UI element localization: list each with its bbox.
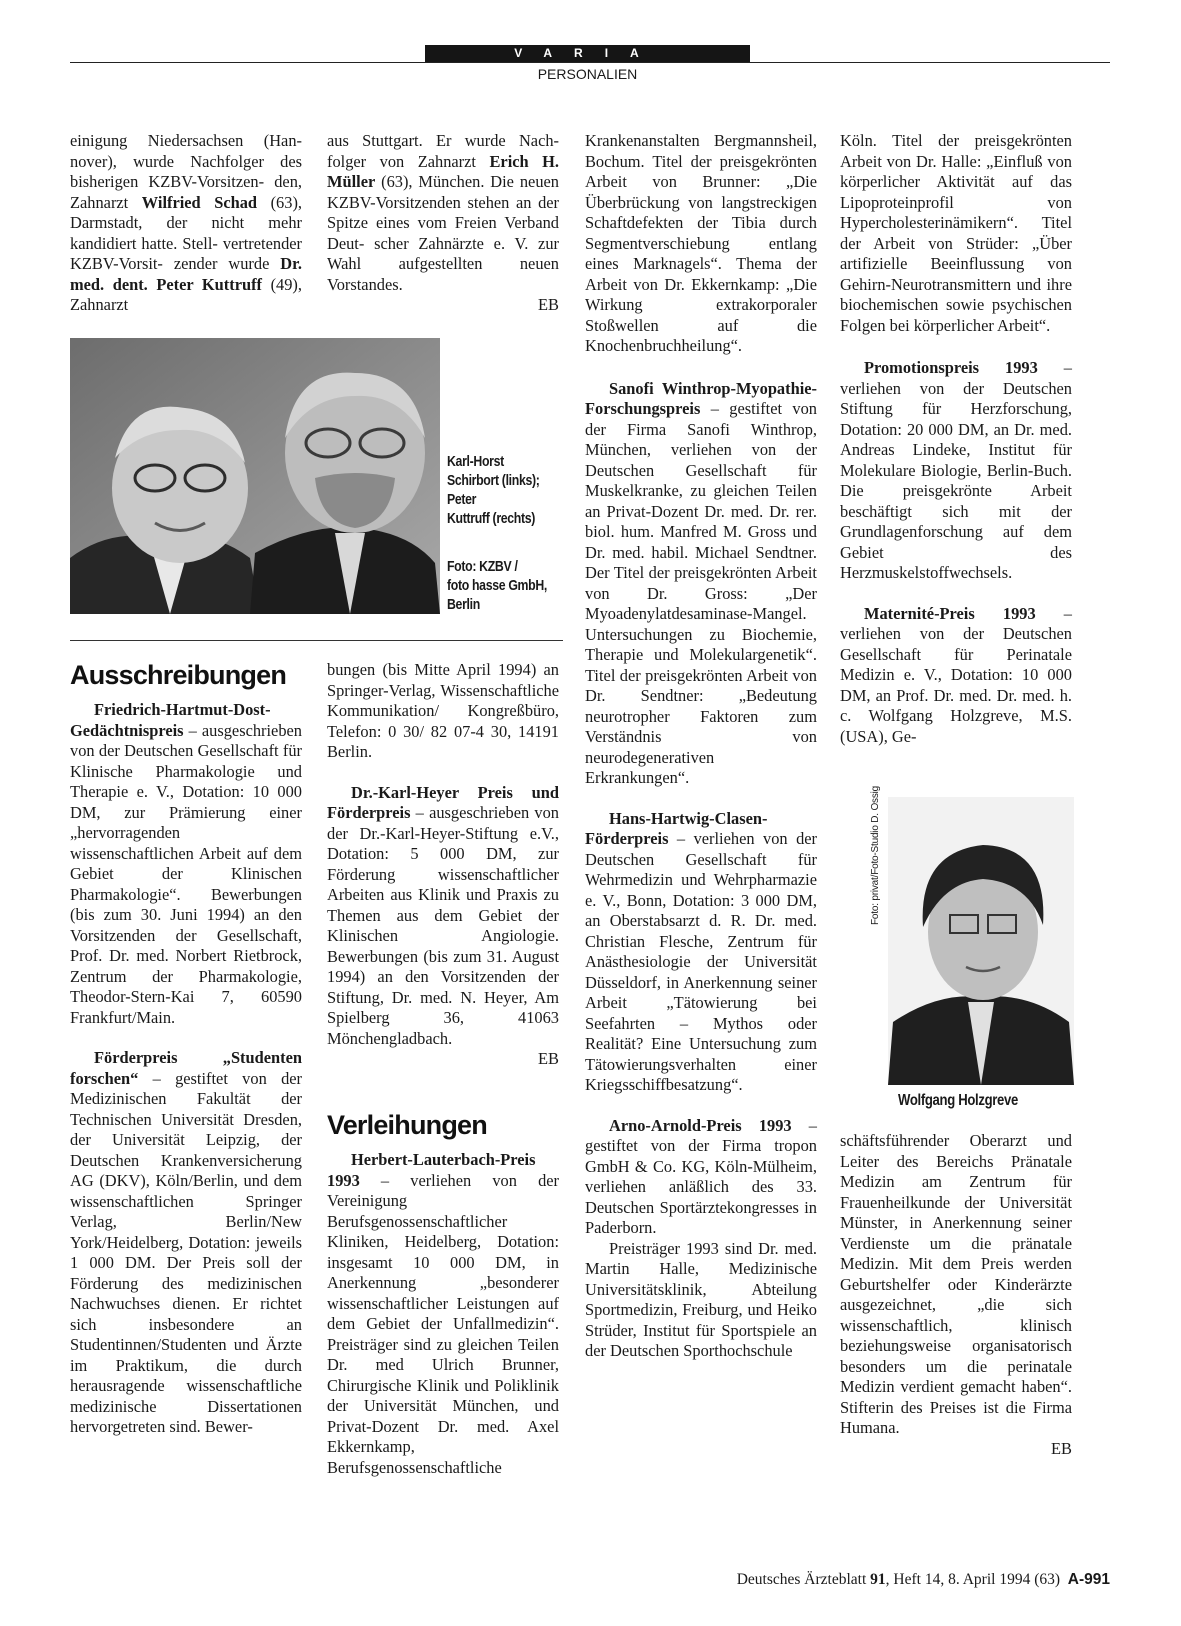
col2-bottom-text: bungen (bis Mitte April 1994) an Springer-Verlag, Wissenschaftliche Kommunikation/ Kongreßbüro, Telefon: 0 30/ 82 07-4 30, 14191 Berlin. Dr.-Karl-Heyer Preis und Förderpreis – ausgeschrieben von der Dr.-Karl-Heyer-Stiftung e.V., Dotation: 5 000 DM, zur Förderung wissenschaftlicher Arbeiten aus Klinik und Praxis zu Themen aus dem Gebiet der Klinischen Angiologie. Bewerbungen (bis zum 31. August 1994) an den Vorsitzenden der Stiftung, Dr. med. N. Heyer, Am Spielberg 36, 41063 Mönchengladbach. EB — [327, 660, 559, 1068]
signature: EB — [538, 1049, 559, 1068]
portrait-photo-holzgreve — [888, 797, 1074, 1085]
signature: EB — [1051, 1438, 1072, 1458]
section-label: VARIA — [425, 45, 750, 62]
heading-verleihungen: Verleihungen — [327, 1110, 487, 1140]
section-divider — [70, 640, 563, 641]
signature: EB — [538, 295, 559, 314]
heading-ausschreibungen: Ausschreibungen — [70, 660, 287, 690]
photo2-caption: Wolfgang Holzgreve — [898, 1092, 1018, 1109]
header-rule — [70, 62, 1110, 63]
col2-top-text: aus Stuttgart. Er wurde Nach- folger von Zahnarzt Erich H. Müller (63), München. Die neuen KZBV-Vorsitzenden stehen an der Spitze eines vom Freien Verband Deut- scher Zahnärzte e. V. zur Wahl aufgestellten neuen Vorstandes. EB — [327, 131, 559, 314]
col4-top-text: Köln. Titel der preisgekrönten Arbeit von Dr. Halle: „Einfluß von körperlicher Aktivität auf das Lipoproteinprofil von Hypercholesterinämikern“. Titel der Arbeit von Strüder: „Über artifizielle Beeinflussung von Gehirn-Neurotransmittern und ihre biochemischen sowie psychischen Folgen bei körperlicher Arbeit“. Promotionspreis 1993 – verliehen von der Deutschen Stiftung für Herzforschung, Dotation: 20 000 DM, an Dr. med. Andreas Lindeke, Institut für Molekulare Biologie, Berlin-Buch. Die preisgekrönte Arbeit beschäftigt sich mit der Grundlagenforschung auf dem Gebiet des Herzmuskelstoffwechsels. Maternité-Preis 1993 – verliehen von der Deutschen Gesellschaft für Perinatale Medizin e. V., Dotation: 10 000 DM, an Prof. Dr. med. Dr. med. h. c. Wolfgang Holzgreve, M.S. (USA), Ge- — [840, 131, 1072, 746]
page-footer: Deutsches Ärzteblatt 91, Heft 14, 8. April 1994 (63) A-991 — [736, 1571, 1110, 1588]
subsection-label: PERSONALIEN — [537, 66, 638, 82]
photo-image — [70, 338, 440, 614]
col4-bottom-text: schäftsführender Oberarzt und Leiter des Bereichs Pränatale Medizin am Zentrum für Frauenheilkunde der Universität Münster, in Anerkennung seiner Verdienste um die pränatale Medizin. Mit dem Preis werden Geburtshelfer oder Kinderärzte ausgezeichnet, „die sich wissenschaftlich, klinisch beziehungsweise organisatorisch besonders um die perinatale Medizin verdient gemacht haben“. Stifterin des Preises ist die Firma Humana. EB — [840, 1131, 1072, 1458]
col1-bottom-text: Friedrich-Hartmut-Dost-Gedächtnispreis – ausgeschrieben von der Deutschen Gesellschaft für Klinische Pharmakologie und Therapie e. V., Dotation: 10 000 DM, zur Prämierung einer „hervorragenden wissenschaftlichen Arbeit auf dem Gebiet der Klinischen Pharmakologie“. Bewerbungen (bis zum 30. Juni 1994) an den Vorsitzenden der Gesellschaft, Prof. Dr. med. Norbert Rietbrock, Zentrum der Pharmakologie, Theodor-Stern-Kai 7, 60590 Frankfurt/Main. Förderpreis „Studenten forschen“ – gestiftet von der Medizinischen Fakultät der Technischen Universität Dresden, der Universität Leipzig, der Deutschen Krankenversicherung AG (DKV), Köln/Berlin, und dem wissenschaftlichen Springer Verlag, Berlin/New York/Heidelberg, Dotation: jeweils 1 000 DM. Der Preis soll der Förderung des medizinischen Nachwuchses dienen. Er richtet sich insbesondere an Studentinnen/Studenten und Ärzte im Praktikum, die durch herausragende wissenschaftliche medizinische Dissertationen hervorgetreten sind. Bewer- — [70, 700, 302, 1436]
photo1-caption: Karl-Horst Schirbort (links); Peter Kuttruff (rechts) — [447, 453, 540, 527]
portrait-photo-schirbort-kuttruff — [70, 338, 440, 614]
col2-verleihungen-text: Herbert-Lauterbach-Preis 1993 – verliehen von der Vereinigung Berufsgenossenschaftlicher Kliniken, Heidelberg, Dotation: insgesamt 10 000 DM, in Anerkennung „besonderer wissenschaftlicher Leistungen auf dem Gebiet der Unfallmedizin“. Preisträger sind zu gleichen Teilen Dr. med Ulrich Brunner, Chirurgische Klinik und Poliklinik der Universität München, und Privat-Dozent Dr. med. Axel Ekkernkamp, Berufsgenossenschaftliche — [327, 1150, 559, 1477]
photo1-credit: Foto: KZBV / foto hasse GmbH, Berlin — [447, 558, 548, 613]
photo2-credit: Foto: privat/Foto-Studio D. Ossig — [870, 785, 881, 925]
col1-top-text: einigung Niedersachsen (Han- nover), wurde Nachfolger des bisherigen KZBV-Vorsitzen- den, Zahnarzt Wilfried Schad (63), Darmstadt, der nicht mehr kandidiert hatte. Stell- vertretender KZBV-Vorsit- zender wurde Dr. med. dent. Peter Kuttruff (49), Zahnarzt — [70, 131, 302, 314]
photo-image — [888, 797, 1074, 1085]
col3-text: Krankenanstalten Bergmannsheil, Bochum. Titel der preisgekrönten Arbeit von Brunner: „Die Überbrückung von langstreckigen Schaftdefekten der Tibia durch Segmentverschiebung entlang eines Marknagels“. Thema der Arbeit von Dr. Ekkernkamp: „Die Wirkung extrakorporaler Stoßwellen auf die Knochenbruchheilung“. Sanofi Winthrop-Myopathie-Forschungspreis – gestiftet von der Firma Sanofi Winthrop, München, verliehen von der Deutschen Gesellschaft für Muskelkranke, zu gleichen Teilen an Privat-Dozent Dr. med. Dr. rer. biol. hum. Manfred M. Gross und Dr. med. habil. Michael Sendtner. Der Titel der preisgekrönten Arbeit von Dr. Gross: „Der Myoadenylatdesaminase-Mangel. Untersuchungen zu Biochemie, Therapie und Molekulargenetik“. Titel der preisgekrönten Arbeit von Dr. Sendtner: „Bedeutung neurotropher Faktoren zum Verständnis von neurodegenerativen Erkrankungen“. Hans-Hartwig-Clasen-Förderpreis – verliehen von der Deutschen Gesellschaft für Wehrmedizin und Wehrpharmazie e. V., Bonn, Dotation: 3 000 DM, an Oberstabsarzt d. R. Dr. med. Christian Flesche, Zentrum für Anästhesiologie der Universität Düsseldorf, in Anerkennung seiner Arbeit „Tätowierung bei Seefahrten – Mythos oder Realität? Eine Untersuchung zum Tätowierungsverhalten einer Kriegsschiffbesatzung“. Arno-Arnold-Preis 1993 – gestiftet von der Firma tropon GmbH & Co. KG, Köln-Mülheim, verliehen anläßlich des 33. Deutschen Sportärztekongresses in Paderborn. Preisträger 1993 sind Dr. med. Martin Halle, Medizinische Universitätsklinik, Abteilung Sportmedizin, Freiburg, und Heiko Strüder, Institut für Sportspiele an der Deutschen Sporthochschule — [585, 131, 817, 1360]
